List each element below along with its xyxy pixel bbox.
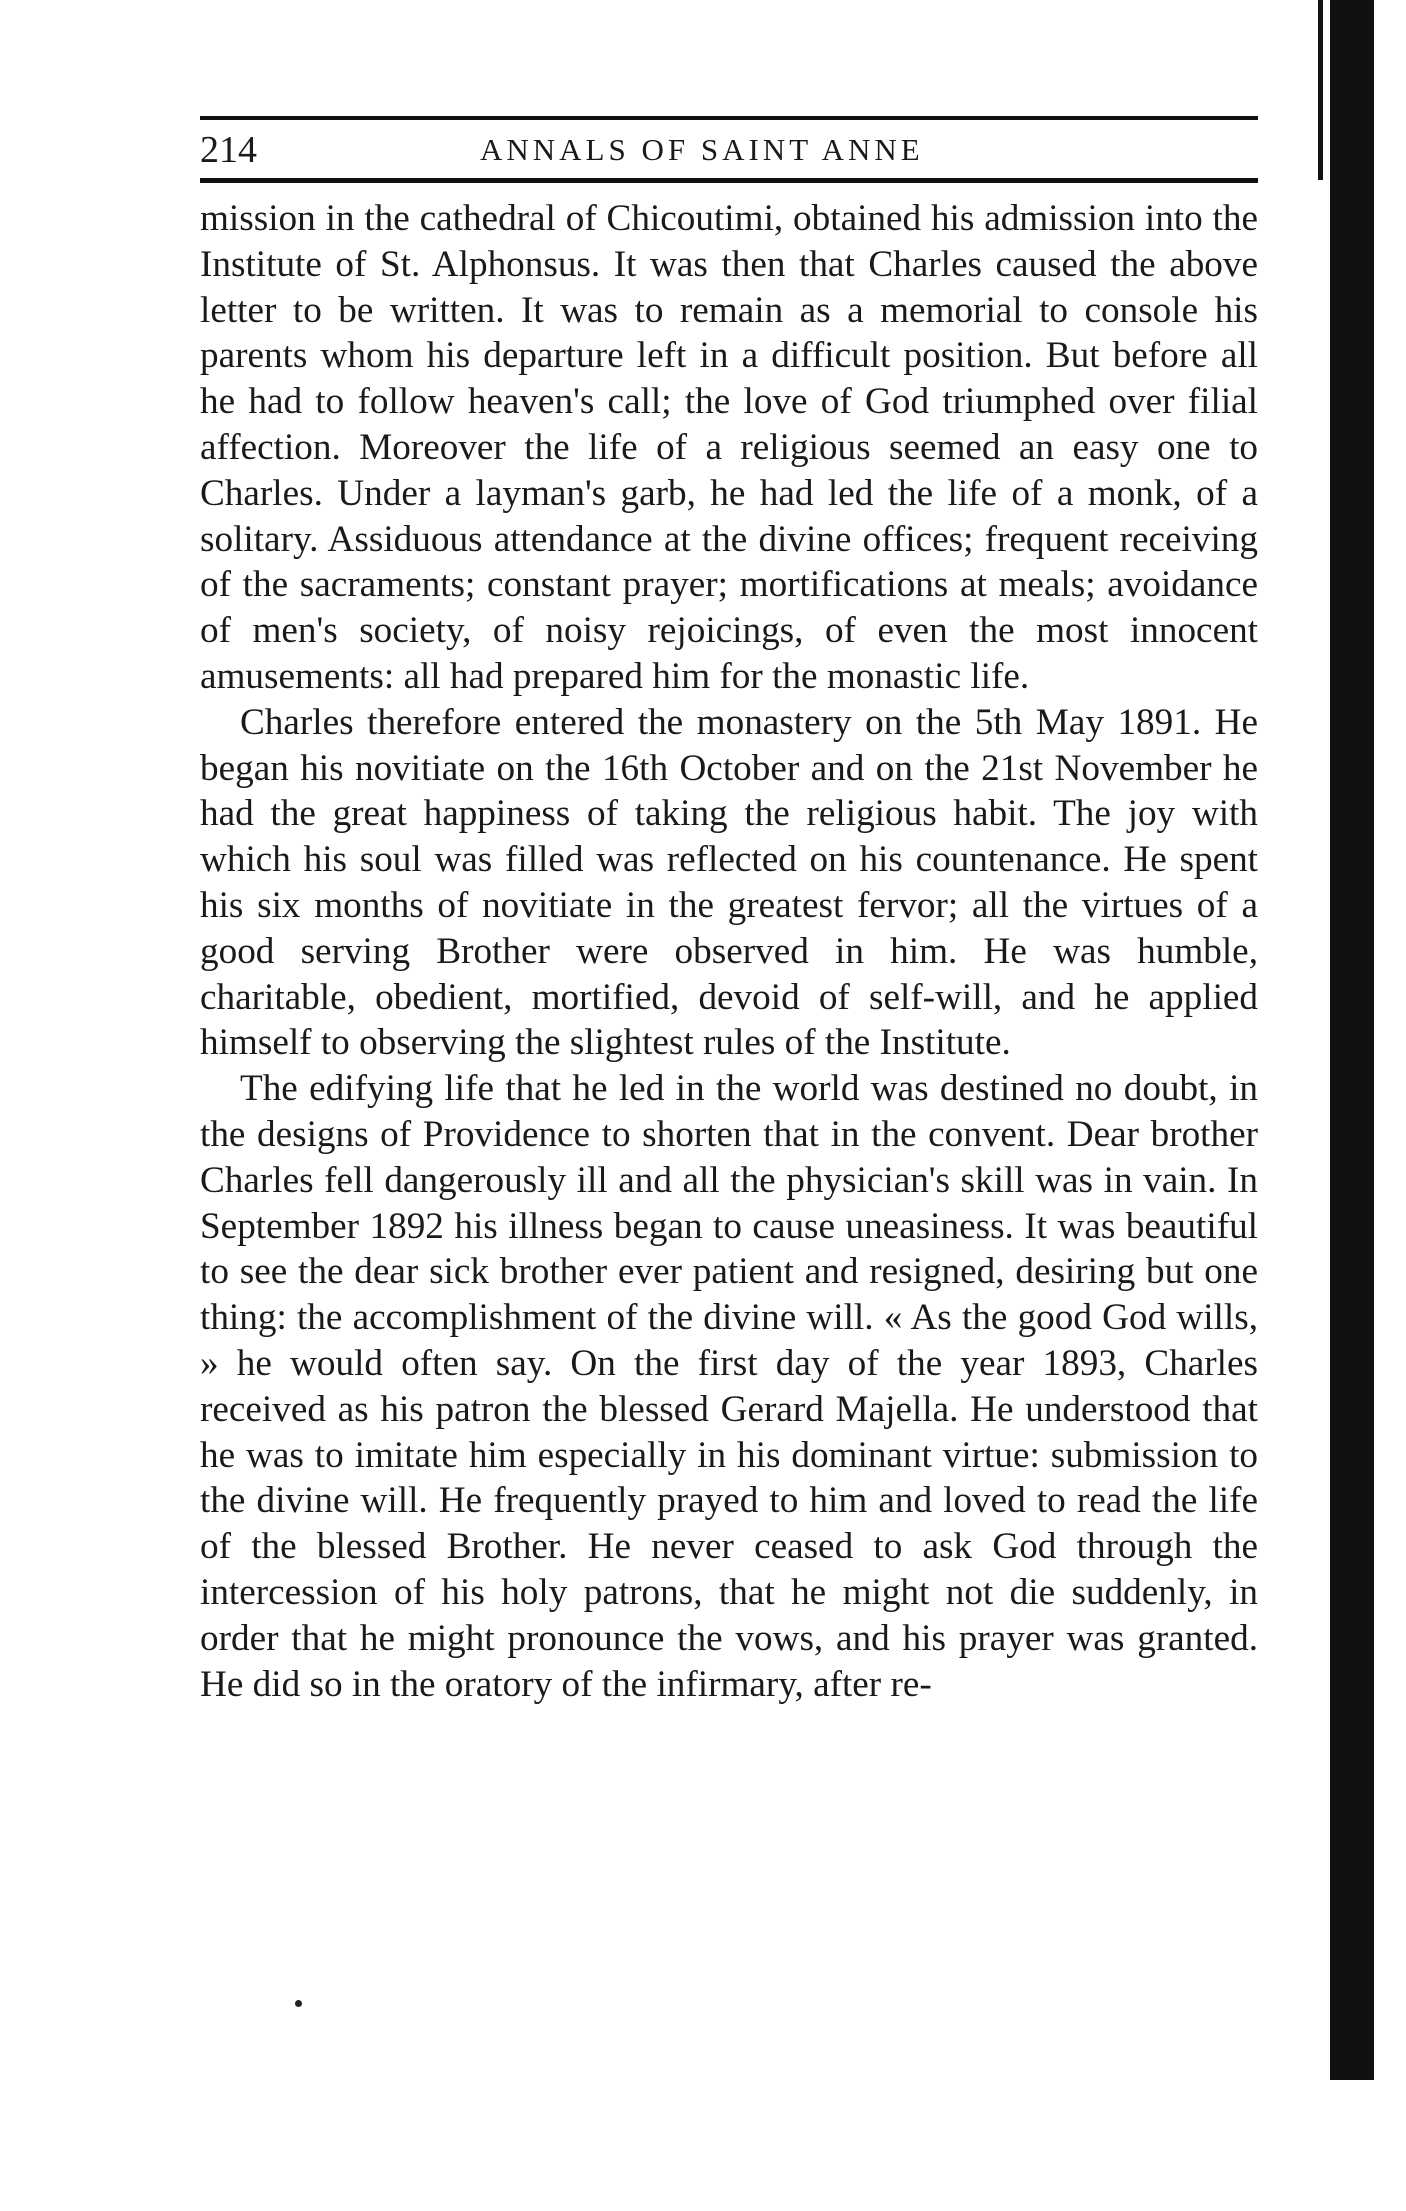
- scan-edge-thin: [1318, 0, 1323, 180]
- ink-speck: [295, 2000, 302, 2007]
- scan-edge-bar: [1330, 0, 1374, 2080]
- top-rule: [200, 116, 1258, 120]
- body-text: [200, 196, 1258, 1707]
- running-title: ANNALS OF SAINT ANNE: [480, 132, 924, 167]
- header-rule: [200, 178, 1258, 183]
- paragraph-1: mission in the cathedral of Chicoutimi, obtained his admission into the Institute of St. Alphonsus. It was then that Charles caused the above letter to be written. It was to remain as a memorial to console his parents whom his departure left in a difficult position. But before all he had to follow heaven's call; the love of God triumphed over filial affection. Moreover the life of a religious seemed an easy one to Charles. Under a layman's garb, he had led the life of a monk, of a solitary. Assiduous attendance at the divine offices; frequent receiving of the sacraments; constant prayer; mortifications at meals; avoidance of men's society, of noisy rejoicings, of even the most innocent amusements: all had prepared him for the monastic life.: [200, 198, 1258, 697]
- paragraph-2: Charles therefore entered the monastery on the 5th May 1891. He began his novitiate on the 16th October and on the 21st November he had the great happiness of taking the religious habit. The joy with which his soul was filled was reflected on his countenance. He spent his six months of novitiate in the greatest fervor; all the virtues of a good serving Brother were observed in him. He was humble, charitable, obedient, mortified, devoid of self-will, and he applied himself to observing the slightest rules of the Institute.: [200, 701, 1258, 1064]
- page-number: 214: [200, 129, 257, 171]
- paragraph-3: The edifying life that he led in the world was destined no doubt, in the designs of Providence to shorten that in the convent. Dear brother Charles fell dangerously ill and all the physician's skill was in vain. In September 1892 his illness began to cause uneasiness. It was beautiful to see the dear sick brother ever patient and resigned, desiring but one thing: the accomplishment of the divine will. « As the good God wills, » he would often say. On the first day of the year 1893, Charles received as his patron the blessed Gerard Majella. He understood that he was to imitate him especially in his dominant virtue: submission to the divine will. He frequently prayed to him and loved to read the life of the blessed Brother. He never ceased to ask God through the intercession of his holy patrons, that he might not die suddenly, in order that he might pronounce the vows, and his prayer was granted. He did so in the oratory of the infirmary, after re-: [200, 1068, 1258, 1705]
- running-head: [200, 126, 1258, 174]
